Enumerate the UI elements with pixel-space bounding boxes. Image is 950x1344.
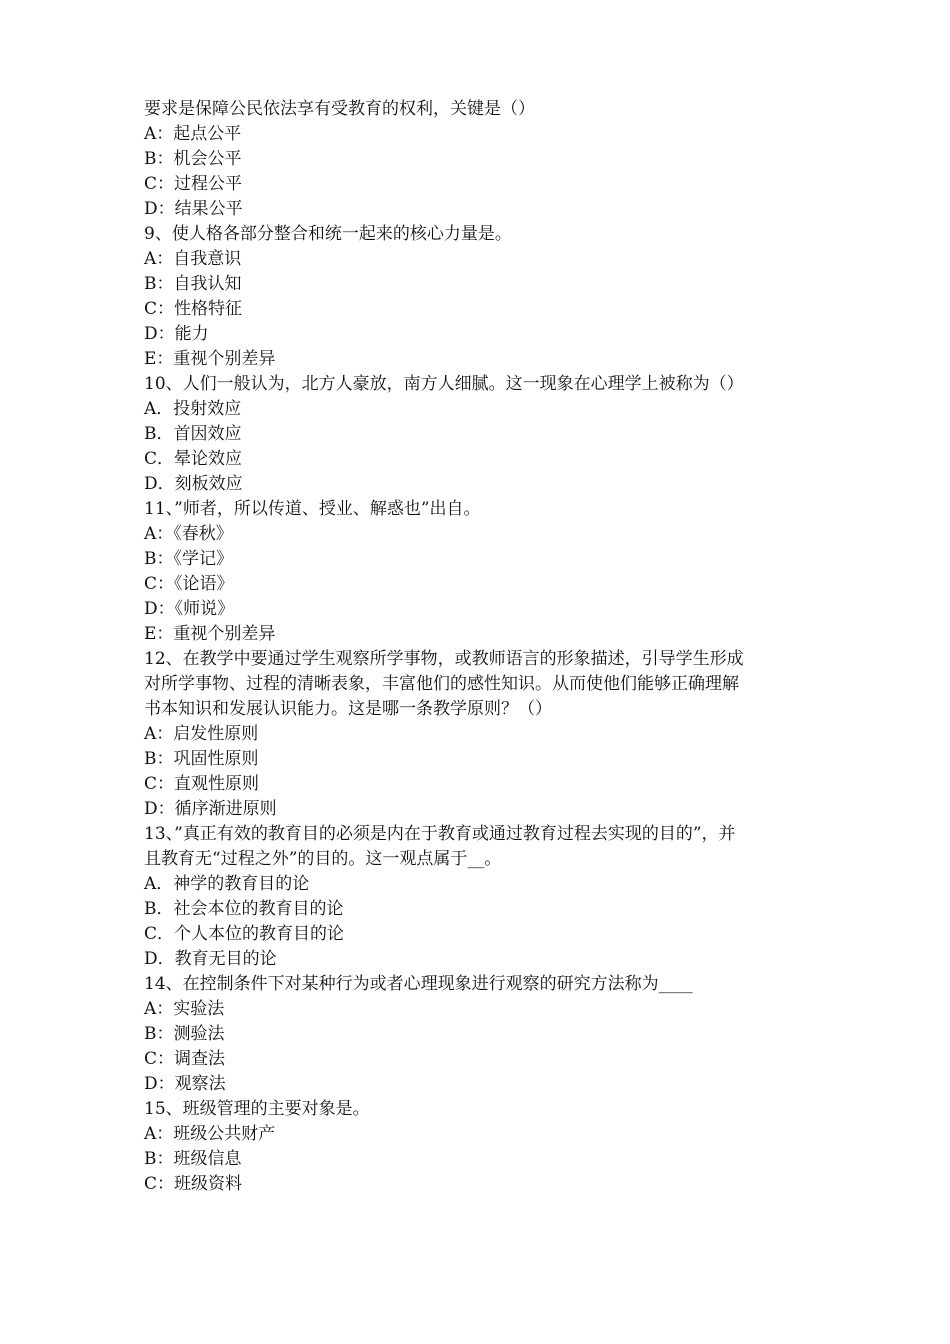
option-line: A．投射效应 <box>144 399 242 419</box>
option-line: B：自我认知 <box>144 274 242 294</box>
option-line: A：《春秋》 <box>144 524 233 544</box>
question-15: 15、班级管理的主要对象是。 <box>144 1099 370 1119</box>
question-13-cont: 且教育无“过程之外”的目的。这一观点属于__。 <box>144 849 502 869</box>
option-line: E：重视个别差异 <box>144 624 276 644</box>
option-line: A：起点公平 <box>144 124 242 144</box>
option-line: D：循序渐进原则 <box>144 799 277 819</box>
option-line: B：《学记》 <box>144 549 233 569</box>
option-line: A：自我意识 <box>144 249 242 269</box>
option-line: B：测验法 <box>144 1024 225 1044</box>
text-line: 要求是保障公民依法享有受教育的权利，关键是（） <box>144 99 535 119</box>
option-line: D．刻板效应 <box>144 474 243 494</box>
option-line: A：班级公共财产 <box>144 1124 276 1144</box>
option-line: B：机会公平 <box>144 149 242 169</box>
question-10: 10、人们一般认为，北方人豪放，南方人细腻。这一现象在心理学上被称为（） <box>144 374 744 394</box>
option-line: A：启发性原则 <box>144 724 259 744</box>
option-line: B．社会本位的教育目的论 <box>144 899 344 919</box>
option-line: D．教育无目的论 <box>144 949 277 969</box>
question-14: 14、在控制条件下对某种行为或者心理现象进行观察的研究方法称为____ <box>144 974 693 994</box>
option-line: D：《师说》 <box>144 599 235 619</box>
option-line: B．首因效应 <box>144 424 242 444</box>
option-line: C：性格特征 <box>144 299 243 319</box>
option-line: D：观察法 <box>144 1074 226 1094</box>
option-line: C：调查法 <box>144 1049 226 1069</box>
option-line: B：班级信息 <box>144 1149 242 1169</box>
question-12-cont: 书本知识和发展认识能力。这是哪一条教学原则？（） <box>144 699 552 719</box>
option-line: D：能力 <box>144 324 209 344</box>
question-12-cont: 对所学事物、过程的清晰表象，丰富他们的感性知识。从而使他们能够正确理解 <box>144 674 739 694</box>
option-line: C：班级资料 <box>144 1174 243 1194</box>
question-12: 12、在教学中要通过学生观察所学事物，或教师语言的形象描述，引导学生形成 <box>144 649 744 669</box>
document-page <box>144 97 814 1197</box>
option-line: C．晕论效应 <box>144 449 243 469</box>
option-line: E：重视个别差异 <box>144 349 276 369</box>
question-9: 9、使人格各部分整合和统一起来的核心力量是。 <box>144 224 512 244</box>
question-11: 11、”师者，所以传道、授业、解惑也”出自。 <box>144 499 481 519</box>
option-line: C：过程公平 <box>144 174 243 194</box>
option-line: C：直观性原则 <box>144 774 260 794</box>
option-line: C．个人本位的教育目的论 <box>144 924 345 944</box>
option-line: D：结果公平 <box>144 199 243 219</box>
option-line: B：巩固性原则 <box>144 749 259 769</box>
option-line: A：实验法 <box>144 999 225 1019</box>
option-line: C：《论语》 <box>144 574 234 594</box>
option-line: A．神学的教育目的论 <box>144 874 310 894</box>
question-13: 13、”真正有效的教育目的必须是内在于教育或通过教育过程去实现的目的”，并 <box>144 824 736 844</box>
